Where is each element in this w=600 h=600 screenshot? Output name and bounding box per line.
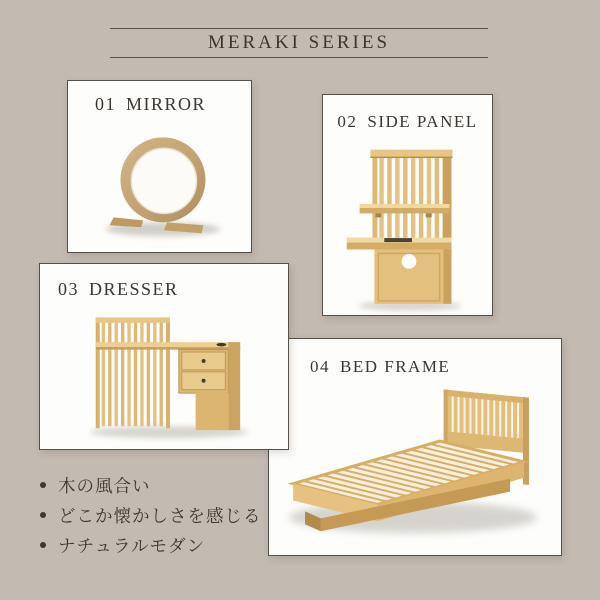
dot-bullet-icon: [40, 482, 46, 488]
feature-text: 木の風合い: [58, 475, 151, 496]
series-title: MERAKI SERIES: [207, 32, 391, 53]
product-name: SIDE PANEL: [367, 112, 478, 131]
product-card-mirror: [67, 80, 252, 253]
feature-item: [40, 530, 262, 560]
header-rule-bottom: [110, 57, 488, 58]
product-number: 04: [310, 357, 330, 376]
product-card-side-panel: [322, 94, 493, 316]
product-number: 01: [95, 94, 116, 114]
feature-item: [40, 470, 262, 500]
product-label-dresser: [58, 279, 179, 300]
product-name: DRESSER: [89, 279, 179, 299]
feature-text: ナチュラルモダン: [58, 535, 206, 556]
product-number: 02: [337, 112, 358, 131]
feature-list: [40, 470, 262, 560]
product-label-bed-frame: [310, 357, 450, 377]
feature-text: どこか懐かしさを感じる: [58, 505, 262, 526]
product-name: BED FRAME: [340, 357, 451, 376]
product-label-side-panel: [323, 112, 492, 132]
feature-item: [40, 500, 262, 530]
product-card-dresser: [39, 263, 289, 450]
product-label-mirror: [95, 94, 206, 115]
product-number: 03: [58, 279, 79, 299]
header-rule-top: [110, 28, 488, 29]
dot-bullet-icon: [40, 542, 46, 548]
dot-bullet-icon: [40, 512, 46, 518]
product-name: MIRROR: [126, 94, 207, 114]
product-card-bed-frame: [268, 338, 562, 556]
